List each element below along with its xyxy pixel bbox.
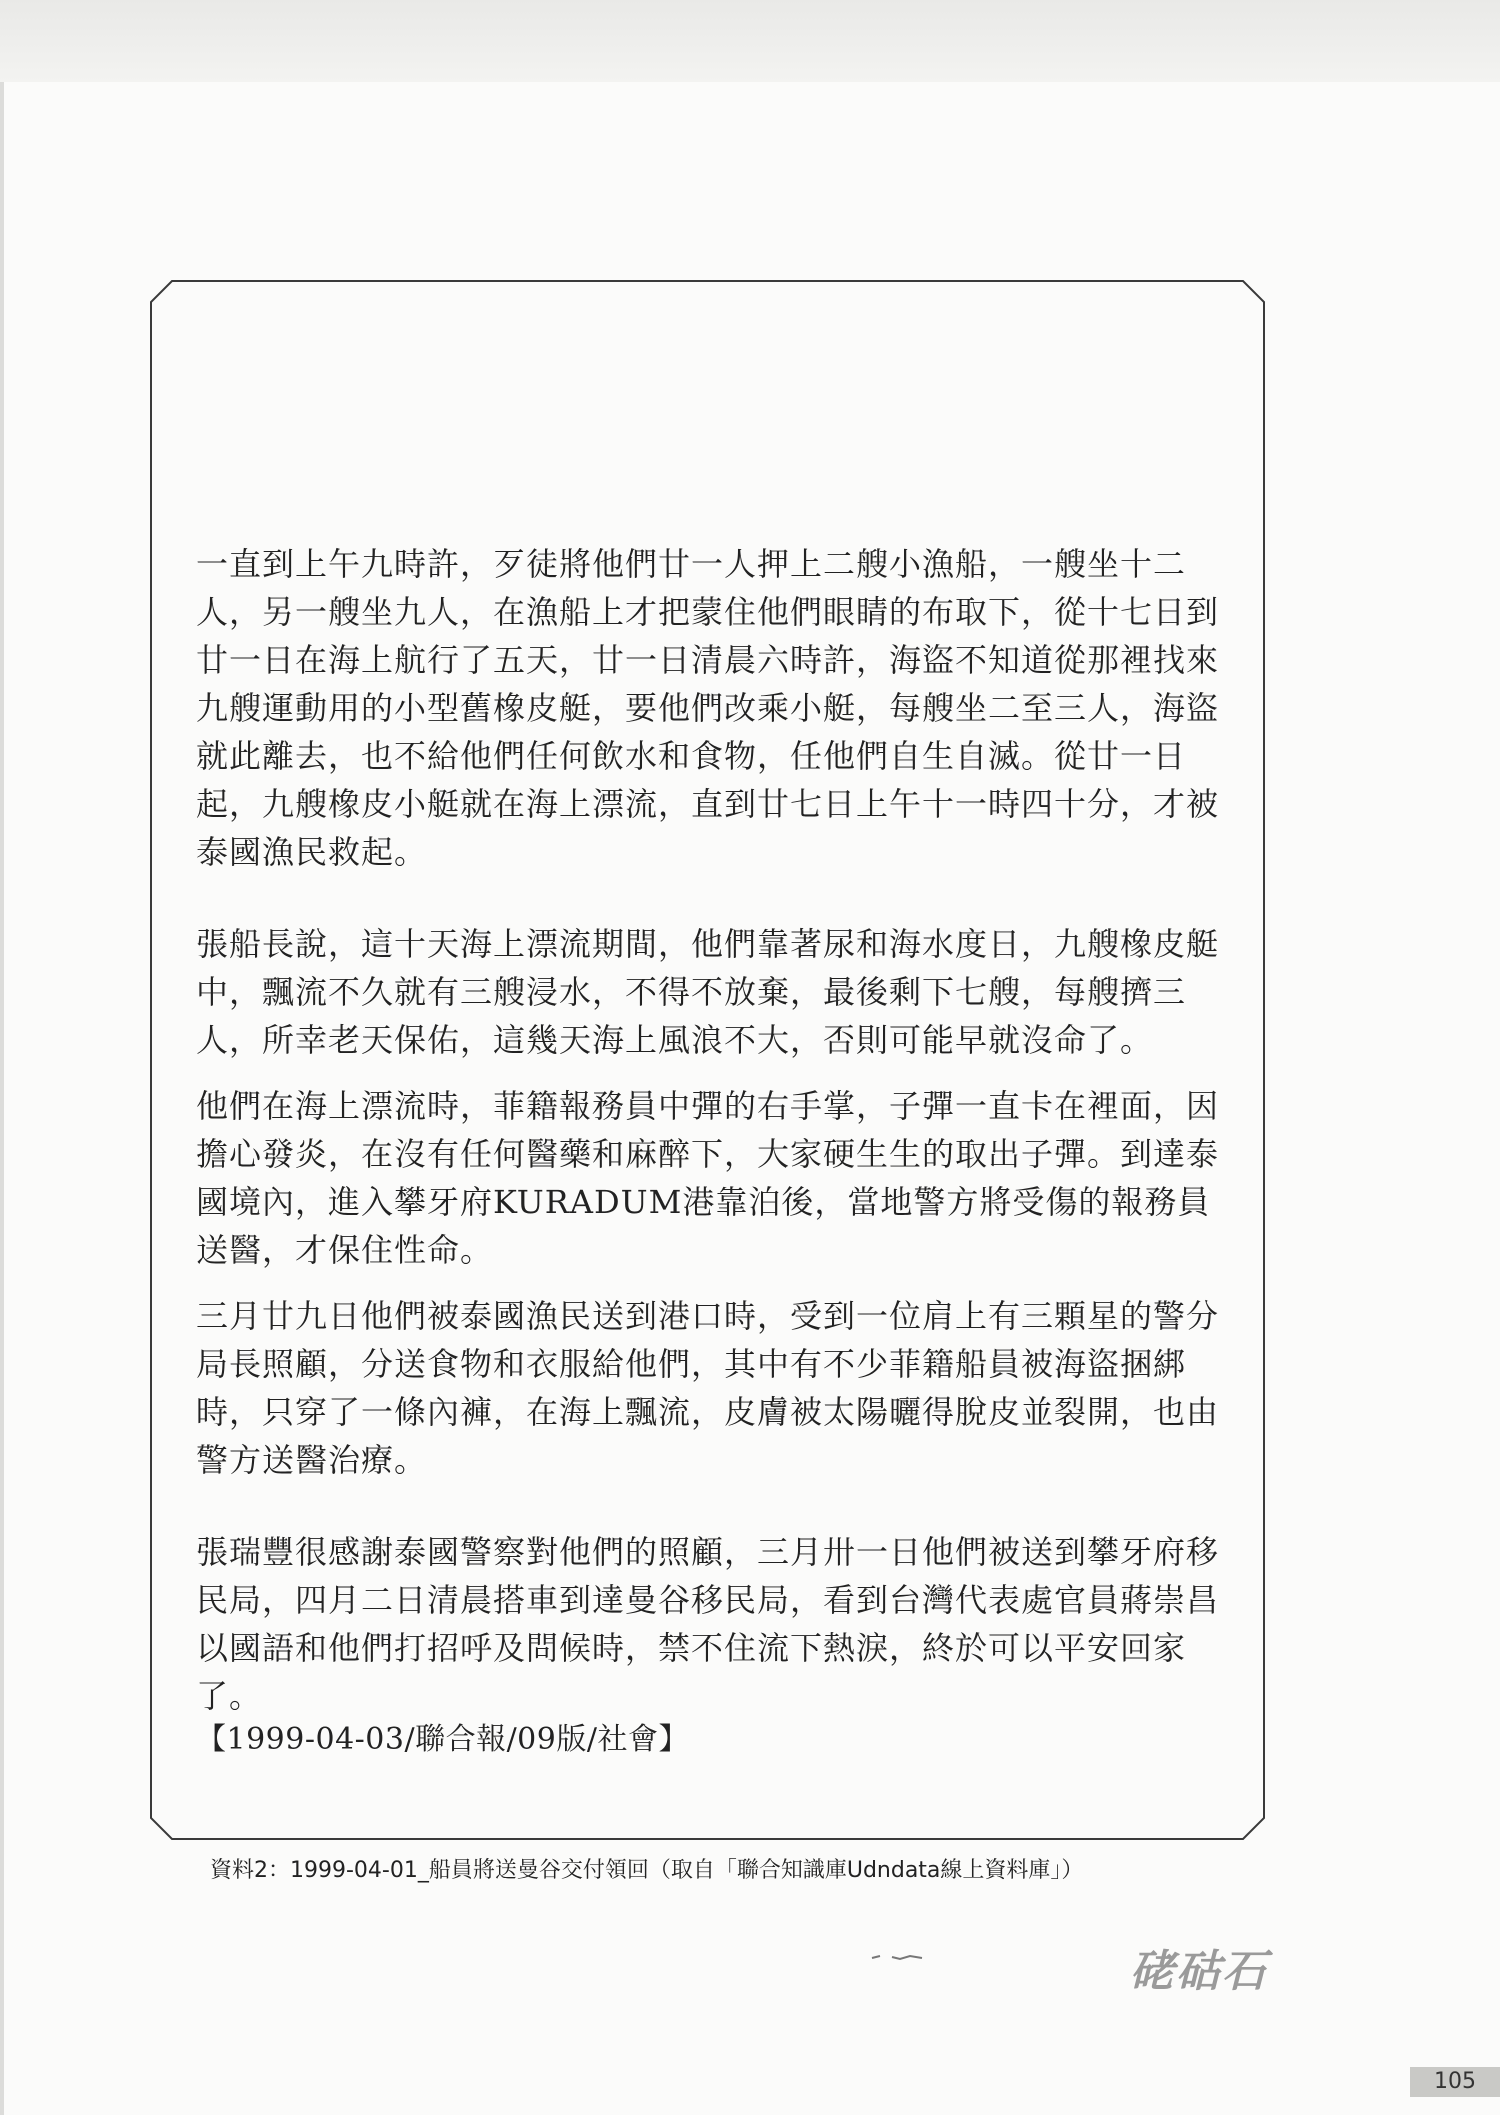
article-paragraph: 他們在海上漂流時，菲籍報務員中彈的右手掌，子彈一直卡在裡面，因擔心發炎，在沒有任何醫藥和麻醉下，大家硬生生的取出子彈。到達泰國境內，進入攀牙府KURADUM港靠泊後，當地警方將受傷的報務員送醫，才保住性命。 — [196, 1087, 1220, 1269]
page-top-shadow — [0, 0, 1500, 82]
page-number: 105 — [1410, 2067, 1500, 2097]
article-paragraph: 張瑞豐很感謝泰國警察對他們的照顧，三月卅一日他們被送到攀牙府移民局，四月二日清晨搭車到達曼谷移民局，看到台灣代表處官員蔣崇昌以國語和他們打招呼及問候時，禁不住流下熱淚，終於可以平安回家了。 — [196, 1533, 1220, 1715]
publication-logo: 硓𥑮石 — [1130, 1946, 1268, 1997]
article-paragraph: 一直到上午九時許，歹徒將他們廿一人押上二艘小漁船，一艘坐十二人，另一艘坐九人，在漁船上才把蒙住他們眼睛的布取下，從十七日到廿一日在海上航行了五天，廿一日清晨六時許，海盜不知道從那裡找來九艘運動用的小型舊橡皮艇，要他們改乘小艇，每艘坐二至三人，海盜就此離去，也不給他們任何飲水和食物，任他們自生自滅。從廿一日起，九艘橡皮小艇就在海上漂流，直到廿七日上午十一時四十分，才被泰國漁民救起。 — [196, 545, 1220, 871]
decorative-squiggle — [870, 1950, 950, 1964]
article-paragraph: 三月廿九日他們被泰國漁民送到港口時，受到一位肩上有三顆星的警分局長照顧，分送食物和衣服給他們，其中有不少菲籍船員被海盜捆綁時，只穿了一條內褲，在海上飄流，皮膚被太陽曬得脫皮並裂開，也由警方送醫治療。 — [196, 1297, 1220, 1479]
article-body — [196, 540, 1226, 1738]
figure-caption: 資料2：1999-04-01_船員將送曼谷交付領回（取自「聯合知識庫Udndata線上資料庫」） — [210, 1858, 1084, 1883]
page-left-edge — [0, 82, 4, 2115]
article-paragraph: 張船長說，這十天海上漂流期間，他們靠著尿和海水度日，九艘橡皮艇中，飄流不久就有三艘浸水，不得不放棄，最後剩下七艘，每艘擠三人，所幸老天保佑，這幾天海上風浪不大，否則可能早就沒命了。 — [196, 925, 1220, 1059]
article-source: 【1999-04-03/聯合報/09版/社會】 — [196, 1722, 689, 1757]
